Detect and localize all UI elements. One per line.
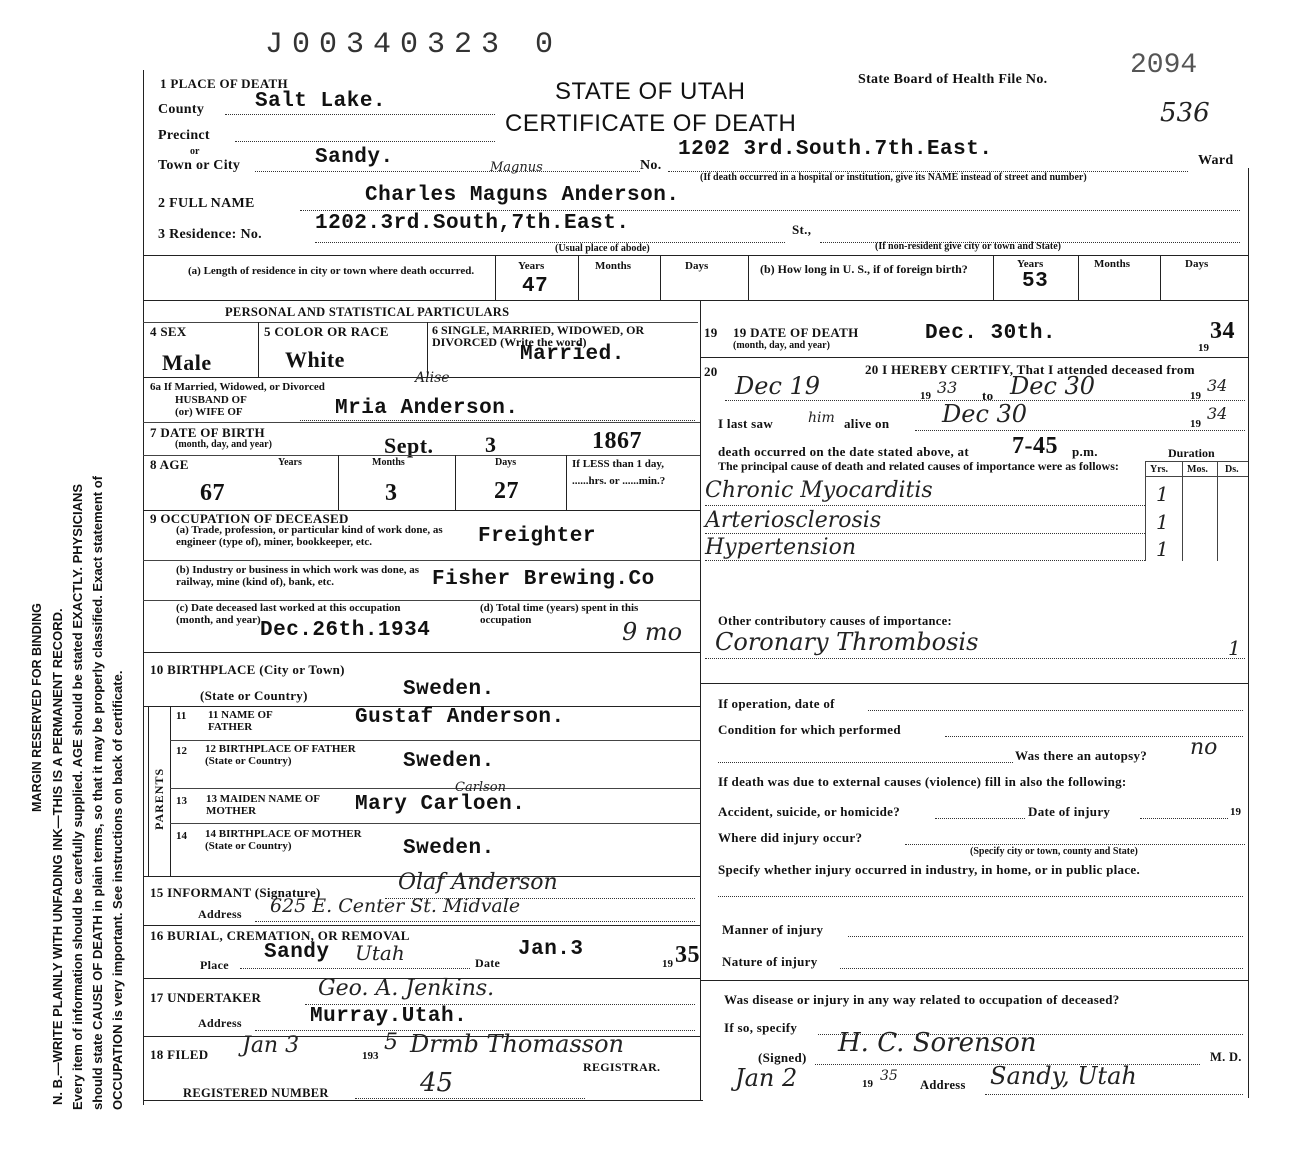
- burial-place-label: Place: [200, 958, 229, 972]
- color-label: 5 COLOR OR RACE: [264, 324, 389, 339]
- last-saw-label: I last saw: [718, 416, 774, 431]
- registered-number-label: REGISTERED NUMBER: [183, 1086, 329, 1100]
- condition-label: Condition for which performed: [718, 722, 901, 737]
- residence-st-label: St.,: [792, 222, 812, 237]
- us-residence-label: (b) How long in U. S., if of foreign birth?: [760, 262, 968, 276]
- us-months-label: Months: [1094, 258, 1131, 270]
- other-cause-1-days: 1: [1228, 636, 1241, 660]
- name-correction: Magnus: [490, 160, 543, 175]
- res-days-label: Days: [685, 260, 709, 272]
- dob-sub-label: (month, day, and year): [175, 439, 272, 450]
- father-birthplace-label: 12 BIRTHPLACE OF FATHER (State or Country): [205, 743, 356, 767]
- filed-date: Jan 3: [242, 1033, 300, 1058]
- nature-of-injury-label: Nature of injury: [722, 954, 818, 969]
- injury-date-label: Date of injury: [1028, 804, 1111, 819]
- injury-year-prefix: 19: [1230, 806, 1241, 818]
- registered-number: 45: [420, 1068, 454, 1098]
- state-file-label: State Board of Health File No.: [858, 72, 1048, 87]
- cause-2: Arteriosclerosis: [705, 508, 882, 533]
- full-name-value: Charles Maguns Anderson.: [365, 184, 680, 207]
- res-months-label: Months: [595, 260, 632, 272]
- res-years-label: Years: [518, 260, 545, 272]
- dob-label: 7 DATE OF BIRTH: [150, 425, 265, 440]
- age-days-label: Days: [495, 457, 517, 468]
- sex-value: Male: [162, 350, 212, 375]
- death-year-prefix: 19: [1198, 342, 1209, 354]
- margin-binding-note: MARGIN RESERVED FOR BINDING: [30, 603, 44, 812]
- attended-from-date: Dec 19: [735, 372, 821, 400]
- undertaker-label: 17 UNDERTAKER: [150, 990, 262, 1005]
- birthplace-label: 10 BIRTHPLACE (City or Town): [150, 662, 345, 677]
- if-so-specify-label: If so, specify: [724, 1020, 798, 1035]
- spouse-label-1: 6a If Married, Widowed, or Divorced: [150, 381, 325, 393]
- occupation-related-label: Was disease or injury in any way related to occupation of deceased?: [724, 992, 1120, 1007]
- burial-place-state: Utah: [355, 941, 405, 965]
- occupation-d-label: (d) Total time (years) spent in this occupation: [480, 602, 639, 626]
- hospital-note: (If death occurred in a hospital or institution, give its NAME instead of street and number): [700, 172, 1087, 183]
- burial-place-value: Sandy: [264, 941, 330, 964]
- less-than-label: If LESS than 1 day, ......hrs. or ......min.?: [572, 458, 666, 487]
- physician-sign-date: Jan 2: [735, 1064, 798, 1092]
- alive-on-label: alive on: [844, 416, 890, 431]
- last-saw-who: him: [808, 410, 835, 426]
- ward-label: Ward: [1198, 153, 1234, 168]
- attended-to-label: to: [982, 388, 994, 403]
- signed-label: (Signed): [758, 1050, 807, 1065]
- age-years-label: Years: [278, 457, 302, 468]
- spouse-correction: Alise: [415, 370, 450, 386]
- attended-to-date: Dec 30: [1010, 372, 1096, 400]
- occupation-b-label: (b) Industry or business in which work was done, as railway, mine (kind of), bank, etc.: [176, 564, 420, 588]
- parents-side-label: PARENTS: [152, 767, 166, 830]
- alive-year: 34: [1207, 404, 1228, 423]
- burial-year-prefix: 19: [662, 958, 673, 970]
- cause-1: Chronic Myocarditis: [705, 478, 933, 503]
- date-of-death-value: Dec. 30th.: [925, 322, 1057, 345]
- injury-where-sub: (Specify city or town, county and State): [970, 846, 1138, 857]
- occupation-c-value: Dec.26th.1934: [260, 619, 431, 642]
- duration-label: Duration: [1168, 446, 1215, 460]
- full-name-label: 2 FULL NAME: [158, 196, 255, 211]
- margin-instructions-2: should state CAUSE OF DEATH in plain terms, so that it may be properly classified. Exact statement of: [90, 475, 105, 1110]
- age-label: 8 AGE: [150, 457, 189, 472]
- physician-address-label: Address: [920, 1078, 966, 1092]
- death-year-value: 34: [1210, 318, 1235, 344]
- marital-label: 6 SINGLE, MARRIED, WIDOWED, OR DIVORCED (Write the word): [432, 323, 645, 349]
- father-name-label: 11 NAME OF FATHER: [208, 709, 273, 733]
- nonresident-note: (If non-resident give city or town and State): [875, 241, 1062, 252]
- cause-1-years: 1: [1156, 482, 1169, 506]
- other-cause-1: Coronary Thrombosis: [715, 628, 979, 656]
- date-of-death-label: 19 DATE OF DEATH: [733, 325, 859, 340]
- spouse-label-2: HUSBAND OF: [175, 394, 247, 406]
- us-days-label: Days: [1185, 258, 1209, 270]
- alive-year-prefix: 19: [1190, 418, 1201, 430]
- town-label: Town or City: [158, 158, 241, 173]
- other-causes-label: Other contributory causes of importance:: [718, 614, 952, 628]
- operation-label: If operation, date of: [718, 696, 835, 711]
- us-years-label: Years: [1017, 258, 1044, 270]
- res-years-value: 47: [522, 275, 549, 298]
- physician-address: Sandy, Utah: [990, 1062, 1137, 1090]
- attended-to-year-prefix: 19: [1190, 390, 1201, 402]
- cause-3: Hypertension: [705, 535, 857, 560]
- state-file-number: 2094: [1130, 50, 1198, 81]
- mother-name-correction: Carlson: [455, 780, 506, 795]
- street-value: 1202 3rd.South.7th.East.: [678, 138, 993, 161]
- duration-mos-label: Mos.: [1187, 464, 1208, 475]
- age-years: 67: [200, 480, 225, 506]
- physician-sign-year-prefix: 19: [862, 1078, 873, 1090]
- precinct-label: Precinct: [158, 128, 210, 143]
- dob-month: Sept.: [384, 433, 434, 458]
- physician-signature: H. C. Sorenson: [838, 1028, 1037, 1058]
- residence-label: 3 Residence: No.: [158, 227, 262, 242]
- filed-year-prefix: 193: [362, 1050, 379, 1062]
- place-of-death-label: 1 PLACE OF DEATH: [160, 76, 288, 91]
- marital-value: Married.: [520, 343, 625, 366]
- cause-3-years: 1: [1156, 537, 1169, 561]
- burial-label: 16 BURIAL, CREMATION, OR REMOVAL: [150, 928, 410, 943]
- death-time-suffix: p.m.: [1072, 444, 1098, 459]
- father-birthplace-value: Sweden.: [403, 750, 495, 773]
- father-name-value: Gustaf Anderson.: [355, 706, 565, 729]
- undertaker-address: Murray.Utah.: [310, 1005, 468, 1028]
- title-state: STATE OF UTAH: [555, 78, 746, 105]
- dob-year: 1867: [592, 428, 642, 454]
- filed-year: 5: [384, 1030, 398, 1055]
- occupation-b-value: Fisher Brewing.Co: [432, 568, 655, 591]
- alive-on-date: Dec 30: [942, 400, 1028, 428]
- birthplace-value: Sweden.: [403, 678, 495, 701]
- county-label: County: [158, 102, 205, 117]
- accident-label: Accident, suicide, or homicide?: [718, 804, 901, 819]
- mother-name-value: Mary Carloen.: [355, 793, 526, 816]
- date-of-death-sub: (month, day, and year): [733, 340, 830, 351]
- autopsy-label: Was there an autopsy?: [1015, 748, 1148, 763]
- street-no-label: No.: [640, 158, 662, 173]
- spouse-value: Mria Anderson.: [335, 397, 519, 420]
- injury-where-label: Where did injury occur?: [718, 830, 863, 845]
- occupation-c-label: (c) Date deceased last worked at this occupation (month, and year): [176, 602, 401, 626]
- attended-from-year: 33: [937, 378, 958, 397]
- burial-year-value: 35: [675, 942, 700, 968]
- death-time: 7-45: [1012, 433, 1058, 459]
- registrar-label: REGISTRAR.: [583, 1060, 661, 1074]
- age-months-label: Months: [372, 457, 405, 468]
- file-stamp-number: J00340323 0: [265, 28, 563, 62]
- mother-birthplace-value: Sweden.: [403, 837, 495, 860]
- mother-name-label: 13 MAIDEN NAME OF MOTHER: [206, 793, 320, 817]
- margin-ink-note: N. B.—WRITE PLAINLY WITH UNFADING INK—THIS IS A PERMANENT RECORD.: [50, 608, 65, 1105]
- or-label: or: [190, 146, 200, 157]
- informant-address: 625 E. Center St. Midvale: [270, 895, 521, 917]
- local-file-number: 536: [1160, 98, 1210, 128]
- dob-day: 3: [485, 432, 497, 457]
- mother-birthplace-label: 14 BIRTHPLACE OF MOTHER (State or Country): [205, 828, 362, 852]
- usual-abode-note: (Usual place of abode): [555, 243, 650, 254]
- sex-label: 4 SEX: [150, 324, 187, 339]
- age-months: 3: [385, 480, 398, 506]
- attended-to-year: 34: [1207, 376, 1228, 395]
- margin-instructions-1: Every item of information should be carefully supplied. AGE should be stated EXACTLY. PHYSICIANS: [70, 483, 85, 1110]
- attended-from-year-prefix: 19: [920, 390, 931, 402]
- md-label: M. D.: [1210, 1050, 1242, 1064]
- occupation-a-value: Freighter: [478, 525, 596, 548]
- county-value: Salt Lake.: [255, 90, 387, 113]
- duration-yrs-label: Yrs.: [1150, 464, 1169, 475]
- occupation-label: 9 OCCUPATION OF DECEASED: [150, 511, 349, 526]
- informant-signature: Olaf Anderson: [398, 870, 558, 895]
- occupation-d-value: 9 mo: [622, 618, 683, 646]
- burial-date-value: Jan.3: [518, 938, 584, 961]
- filed-label: 18 FILED: [150, 1047, 209, 1062]
- occurred-label: death occurred on the date stated above, at: [718, 444, 969, 459]
- personal-header: PERSONAL AND STATISTICAL PARTICULARS: [225, 305, 510, 319]
- informant-address-label: Address: [198, 907, 242, 921]
- registrar-signature: Drmb Thomasson: [410, 1030, 624, 1058]
- spouse-label-3: (or) WIFE OF: [175, 406, 243, 418]
- undertaker-signature: Geo. A. Jenkins.: [318, 976, 495, 1001]
- margin-instructions-3: OCCUPATION is very important. See instructions on back of certificate.: [110, 670, 125, 1110]
- cause-2-years: 1: [1156, 510, 1169, 534]
- manner-of-injury-label: Manner of injury: [722, 922, 824, 937]
- burial-date-label: Date: [475, 956, 501, 970]
- color-value: White: [285, 347, 345, 372]
- town-value: Sandy.: [315, 146, 394, 169]
- residence-value: 1202.3rd.South,7th.East.: [315, 212, 630, 235]
- physician-sign-year: 35: [880, 1068, 898, 1084]
- certify-label: 20 I HEREBY CERTIFY, That I attended deceased from: [865, 362, 1195, 377]
- occupation-a-label: (a) Trade, profession, or particular kind of work done, as engineer (type of), miner, bookkeeper, etc.: [176, 524, 443, 548]
- title-certificate: CERTIFICATE OF DEATH: [505, 110, 797, 137]
- undertaker-address-label: Address: [198, 1016, 242, 1030]
- us-years-value: 53: [1022, 270, 1049, 293]
- specify-injury-label: Specify whether injury occurred in industry, in home, or in public place.: [718, 862, 1141, 877]
- external-causes-label: If death was due to external causes (violence) fill in also the following:: [718, 774, 1127, 789]
- birthplace-state-label: (State or Country): [200, 688, 308, 703]
- autopsy-value: no: [1190, 735, 1218, 760]
- age-days: 27: [494, 478, 519, 504]
- cause-label: The principal cause of death and related causes of importance were as follows:: [718, 459, 1119, 473]
- length-residence-label: (a) Length of residence in city or town where death occurred.: [188, 265, 475, 277]
- duration-ds-label: Ds.: [1225, 464, 1239, 475]
- informant-label: 15 INFORMANT (Signature): [150, 885, 321, 900]
